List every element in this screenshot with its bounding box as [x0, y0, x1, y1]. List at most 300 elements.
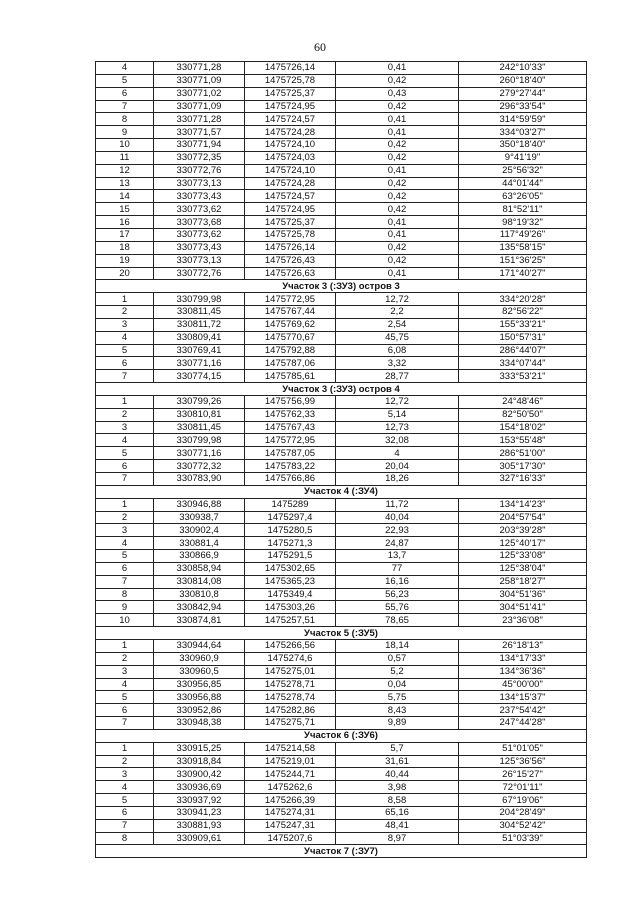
section-title: Участок 3 (:ЗУ3) остров 3: [96, 280, 587, 293]
x-coordinate-cell: 330773,13: [154, 254, 245, 267]
x-coordinate-cell: 330952,86: [154, 704, 245, 717]
direction-angle-cell: 171°40'27": [459, 267, 587, 280]
y-coordinate-cell: 1475275,01: [245, 665, 336, 678]
x-coordinate-cell: 330771,28: [154, 62, 245, 75]
y-coordinate-cell: 1475724,10: [245, 139, 336, 152]
table-row: [96, 113, 587, 126]
direction-angle-cell: 82°56'22": [459, 306, 587, 319]
y-coordinate-cell: 1475247,31: [245, 819, 336, 832]
table-row: [96, 768, 587, 781]
direction-angle-cell: 72°01'11": [459, 781, 587, 794]
table-row: [96, 62, 587, 75]
direction-angle-cell: 304°51'41": [459, 601, 587, 614]
section-title: Участок 5 (:ЗУ5): [96, 627, 587, 640]
y-coordinate-cell: 1475783,22: [245, 460, 336, 473]
direction-angle-cell: 154°18'02": [459, 421, 587, 434]
point-number-cell: 7: [96, 100, 154, 113]
direction-angle-cell: 125°38'04": [459, 562, 587, 575]
distance-cell: 18,14: [336, 639, 459, 652]
section-title: Участок 4 (:ЗУ4): [96, 485, 587, 498]
point-number-cell: 5: [96, 344, 154, 357]
distance-cell: 22,93: [336, 524, 459, 537]
point-number-cell: 1: [96, 639, 154, 652]
table-row: [96, 331, 587, 344]
distance-cell: 31,61: [336, 755, 459, 768]
point-number-cell: 2: [96, 511, 154, 524]
direction-angle-cell: 125°33'08": [459, 550, 587, 563]
y-coordinate-cell: 1475724,28: [245, 177, 336, 190]
point-number-cell: 4: [96, 678, 154, 691]
x-coordinate-cell: 330771,16: [154, 447, 245, 460]
x-coordinate-cell: 330902,4: [154, 524, 245, 537]
distance-cell: 2,54: [336, 318, 459, 331]
direction-angle-cell: 334°07'44": [459, 357, 587, 370]
y-coordinate-cell: 1475772,95: [245, 434, 336, 447]
distance-cell: 2,2: [336, 306, 459, 319]
section-header-row: [96, 280, 587, 293]
y-coordinate-cell: 1475349,4: [245, 588, 336, 601]
x-coordinate-cell: 330773,43: [154, 241, 245, 254]
y-coordinate-cell: 1475725,37: [245, 216, 336, 229]
distance-cell: 18,26: [336, 473, 459, 486]
distance-cell: 12,73: [336, 421, 459, 434]
table-row: [96, 318, 587, 331]
point-number-cell: 4: [96, 537, 154, 550]
x-coordinate-cell: 330771,28: [154, 113, 245, 126]
distance-cell: 3,32: [336, 357, 459, 370]
point-number-cell: 8: [96, 832, 154, 845]
direction-angle-cell: 286°44'07": [459, 344, 587, 357]
table-row: [96, 614, 587, 627]
point-number-cell: 3: [96, 665, 154, 678]
point-number-cell: 1: [96, 742, 154, 755]
x-coordinate-cell: 330811,72: [154, 318, 245, 331]
y-coordinate-cell: 1475725,78: [245, 74, 336, 87]
table-row: [96, 498, 587, 511]
y-coordinate-cell: 1475289: [245, 498, 336, 511]
point-number-cell: 6: [96, 87, 154, 100]
x-coordinate-cell: 330881,4: [154, 537, 245, 550]
table-row: [96, 460, 587, 473]
distance-cell: 12,72: [336, 395, 459, 408]
point-number-cell: 5: [96, 74, 154, 87]
distance-cell: 12,72: [336, 293, 459, 306]
section-header-row: [96, 383, 587, 396]
point-number-cell: 4: [96, 434, 154, 447]
table-row: [96, 254, 587, 267]
direction-angle-cell: 155°33'21": [459, 318, 587, 331]
y-coordinate-cell: 1475266,39: [245, 794, 336, 807]
table-row: [96, 447, 587, 460]
direction-angle-cell: 204°57'54": [459, 511, 587, 524]
direction-angle-cell: 286°51'00": [459, 447, 587, 460]
x-coordinate-cell: 330772,35: [154, 151, 245, 164]
direction-angle-cell: 82°50'50": [459, 408, 587, 421]
point-number-cell: 7: [96, 819, 154, 832]
y-coordinate-cell: 1475274,6: [245, 652, 336, 665]
x-coordinate-cell: 330783,90: [154, 473, 245, 486]
direction-angle-cell: 44°01'44": [459, 177, 587, 190]
table-row: [96, 781, 587, 794]
x-coordinate-cell: 330771,16: [154, 357, 245, 370]
table-row: [96, 537, 587, 550]
table-row: [96, 74, 587, 87]
point-number-cell: 14: [96, 190, 154, 203]
distance-cell: 0,42: [336, 151, 459, 164]
y-coordinate-cell: 1475726,14: [245, 241, 336, 254]
distance-cell: 0,57: [336, 652, 459, 665]
distance-cell: 0,43: [336, 87, 459, 100]
direction-angle-cell: 327°16'33": [459, 473, 587, 486]
point-number-cell: 3: [96, 318, 154, 331]
direction-angle-cell: 51°03'39": [459, 832, 587, 845]
y-coordinate-cell: 1475724,95: [245, 203, 336, 216]
distance-cell: 0,42: [336, 254, 459, 267]
direction-angle-cell: 81°52'11": [459, 203, 587, 216]
direction-angle-cell: 150°57'31": [459, 331, 587, 344]
section-header-row: [96, 729, 587, 742]
y-coordinate-cell: 1475724,10: [245, 164, 336, 177]
distance-cell: 11,72: [336, 498, 459, 511]
distance-cell: 65,16: [336, 806, 459, 819]
direction-angle-cell: 26°15'27": [459, 768, 587, 781]
distance-cell: 13,7: [336, 550, 459, 563]
table-row: [96, 742, 587, 755]
table-row: [96, 639, 587, 652]
direction-angle-cell: 247°44'28": [459, 717, 587, 730]
x-coordinate-cell: 330771,09: [154, 74, 245, 87]
direction-angle-cell: 117°49'26": [459, 228, 587, 241]
distance-cell: 20,04: [336, 460, 459, 473]
direction-angle-cell: 51°01'05": [459, 742, 587, 755]
x-coordinate-cell: 330799,98: [154, 293, 245, 306]
x-coordinate-cell: 330773,13: [154, 177, 245, 190]
y-coordinate-cell: 1475219,01: [245, 755, 336, 768]
point-number-cell: 13: [96, 177, 154, 190]
direction-angle-cell: 279°27'44": [459, 87, 587, 100]
direction-angle-cell: 260°18'40": [459, 74, 587, 87]
direction-angle-cell: 134°14'23": [459, 498, 587, 511]
y-coordinate-cell: 1475262,6: [245, 781, 336, 794]
y-coordinate-cell: 1475726,63: [245, 267, 336, 280]
section-title: Участок 6 (:ЗУ6): [96, 729, 587, 742]
y-coordinate-cell: 1475365,23: [245, 575, 336, 588]
direction-angle-cell: 23°36'08": [459, 614, 587, 627]
distance-cell: 5,2: [336, 665, 459, 678]
x-coordinate-cell: 330799,26: [154, 395, 245, 408]
direction-angle-cell: 134°15'37": [459, 691, 587, 704]
point-number-cell: 6: [96, 460, 154, 473]
point-number-cell: 3: [96, 524, 154, 537]
y-coordinate-cell: 1475785,61: [245, 370, 336, 383]
x-coordinate-cell: 330809,41: [154, 331, 245, 344]
direction-angle-cell: 134°17'33": [459, 652, 587, 665]
distance-cell: 0,42: [336, 190, 459, 203]
x-coordinate-cell: 330842,94: [154, 601, 245, 614]
x-coordinate-cell: 330771,57: [154, 126, 245, 139]
direction-angle-cell: 204°28'49": [459, 806, 587, 819]
direction-angle-cell: 304°51'36": [459, 588, 587, 601]
distance-cell: 9,89: [336, 717, 459, 730]
y-coordinate-cell: 1475278,74: [245, 691, 336, 704]
point-number-cell: 2: [96, 306, 154, 319]
table-row: [96, 395, 587, 408]
direction-angle-cell: 9°41'19": [459, 151, 587, 164]
table-row: [96, 588, 587, 601]
table-row: [96, 601, 587, 614]
x-coordinate-cell: 330948,38: [154, 717, 245, 730]
point-number-cell: 1: [96, 293, 154, 306]
x-coordinate-cell: 330881,93: [154, 819, 245, 832]
page-number: 60: [314, 40, 326, 54]
x-coordinate-cell: 330771,02: [154, 87, 245, 100]
distance-cell: 40,04: [336, 511, 459, 524]
table-row: [96, 832, 587, 845]
y-coordinate-cell: 1475302,65: [245, 562, 336, 575]
x-coordinate-cell: 330944,64: [154, 639, 245, 652]
distance-cell: 0,42: [336, 74, 459, 87]
direction-angle-cell: 314°59'59": [459, 113, 587, 126]
x-coordinate-cell: 330960,9: [154, 652, 245, 665]
distance-cell: 0,41: [336, 267, 459, 280]
y-coordinate-cell: 1475297,4: [245, 511, 336, 524]
table-row: [96, 511, 587, 524]
distance-cell: 0,41: [336, 216, 459, 229]
point-number-cell: 3: [96, 421, 154, 434]
coordinates-table: [95, 61, 587, 858]
direction-angle-cell: 98°19'32": [459, 216, 587, 229]
point-number-cell: 8: [96, 588, 154, 601]
x-coordinate-cell: 330773,43: [154, 190, 245, 203]
table-row: [96, 562, 587, 575]
x-coordinate-cell: 330858,94: [154, 562, 245, 575]
table-row: [96, 806, 587, 819]
distance-cell: 40,44: [336, 768, 459, 781]
table-row: [96, 344, 587, 357]
point-number-cell: 2: [96, 755, 154, 768]
table-row: [96, 652, 587, 665]
x-coordinate-cell: 330771,09: [154, 100, 245, 113]
point-number-cell: 5: [96, 691, 154, 704]
table-row: [96, 306, 587, 319]
x-coordinate-cell: 330874,81: [154, 614, 245, 627]
table-row: [96, 216, 587, 229]
x-coordinate-cell: 330772,32: [154, 460, 245, 473]
direction-angle-cell: 258°18'27": [459, 575, 587, 588]
x-coordinate-cell: 330773,68: [154, 216, 245, 229]
y-coordinate-cell: 1475726,14: [245, 62, 336, 75]
x-coordinate-cell: 330956,85: [154, 678, 245, 691]
distance-cell: 45,75: [336, 331, 459, 344]
point-number-cell: 1: [96, 395, 154, 408]
direction-angle-cell: 242°10'33": [459, 62, 587, 75]
distance-cell: 5,7: [336, 742, 459, 755]
point-number-cell: 7: [96, 717, 154, 730]
distance-cell: 77: [336, 562, 459, 575]
direction-angle-cell: 135°58'15": [459, 241, 587, 254]
direction-angle-cell: 63°26'05": [459, 190, 587, 203]
x-coordinate-cell: 330866,9: [154, 550, 245, 563]
direction-angle-cell: 203°39'28": [459, 524, 587, 537]
distance-cell: 8,97: [336, 832, 459, 845]
point-number-cell: 10: [96, 614, 154, 627]
direction-angle-cell: 305°17'30": [459, 460, 587, 473]
point-number-cell: 4: [96, 331, 154, 344]
point-number-cell: 5: [96, 447, 154, 460]
point-number-cell: 2: [96, 408, 154, 421]
direction-angle-cell: 333°53'21": [459, 370, 587, 383]
x-coordinate-cell: 330936,69: [154, 781, 245, 794]
table-row: [96, 357, 587, 370]
distance-cell: 78,65: [336, 614, 459, 627]
point-number-cell: 12: [96, 164, 154, 177]
point-number-cell: 16: [96, 216, 154, 229]
x-coordinate-cell: 330773,62: [154, 228, 245, 241]
table-row: [96, 575, 587, 588]
point-number-cell: 19: [96, 254, 154, 267]
x-coordinate-cell: 330909,61: [154, 832, 245, 845]
distance-cell: 0,04: [336, 678, 459, 691]
table-row: [96, 164, 587, 177]
direction-angle-cell: 153°55'48": [459, 434, 587, 447]
table-row: [96, 678, 587, 691]
table-row: [96, 717, 587, 730]
x-coordinate-cell: 330915,25: [154, 742, 245, 755]
point-number-cell: 10: [96, 139, 154, 152]
table-row: [96, 421, 587, 434]
table-row: [96, 794, 587, 807]
distance-cell: 28,77: [336, 370, 459, 383]
table-row: [96, 126, 587, 139]
table-row: [96, 87, 587, 100]
section-header-row: [96, 627, 587, 640]
direction-angle-cell: 134°36'36": [459, 665, 587, 678]
x-coordinate-cell: 330900,42: [154, 768, 245, 781]
table-row: [96, 704, 587, 717]
y-coordinate-cell: 1475769,62: [245, 318, 336, 331]
x-coordinate-cell: 330811,45: [154, 421, 245, 434]
direction-angle-cell: 350°18'40": [459, 139, 587, 152]
section-title: Участок 3 (:ЗУ3) остров 4: [96, 383, 587, 396]
distance-cell: 0,42: [336, 100, 459, 113]
table-row: [96, 293, 587, 306]
table-row: [96, 203, 587, 216]
y-coordinate-cell: 1475266,56: [245, 639, 336, 652]
distance-cell: 24,87: [336, 537, 459, 550]
point-number-cell: 7: [96, 473, 154, 486]
y-coordinate-cell: 1475271,3: [245, 537, 336, 550]
x-coordinate-cell: 330960,5: [154, 665, 245, 678]
y-coordinate-cell: 1475291,5: [245, 550, 336, 563]
point-number-cell: 8: [96, 113, 154, 126]
table-row: [96, 691, 587, 704]
point-number-cell: 11: [96, 151, 154, 164]
y-coordinate-cell: 1475214,58: [245, 742, 336, 755]
distance-cell: 0,41: [336, 126, 459, 139]
y-coordinate-cell: 1475725,78: [245, 228, 336, 241]
distance-cell: 0,42: [336, 203, 459, 216]
y-coordinate-cell: 1475766,86: [245, 473, 336, 486]
direction-angle-cell: 334°20'28": [459, 293, 587, 306]
x-coordinate-cell: 330918,84: [154, 755, 245, 768]
distance-cell: 0,41: [336, 62, 459, 75]
distance-cell: 0,41: [336, 164, 459, 177]
direction-angle-cell: 26°18'13": [459, 639, 587, 652]
y-coordinate-cell: 1475724,57: [245, 190, 336, 203]
y-coordinate-cell: 1475303,26: [245, 601, 336, 614]
y-coordinate-cell: 1475762,33: [245, 408, 336, 421]
y-coordinate-cell: 1475207,6: [245, 832, 336, 845]
direction-angle-cell: 24°48'46": [459, 395, 587, 408]
point-number-cell: 4: [96, 781, 154, 794]
y-coordinate-cell: 1475726,43: [245, 254, 336, 267]
distance-cell: 0,42: [336, 139, 459, 152]
y-coordinate-cell: 1475274,31: [245, 806, 336, 819]
coordinates-table-body: [96, 62, 587, 858]
point-number-cell: 3: [96, 768, 154, 781]
point-number-cell: 17: [96, 228, 154, 241]
x-coordinate-cell: 330772,76: [154, 267, 245, 280]
table-row: [96, 550, 587, 563]
x-coordinate-cell: 330774,15: [154, 370, 245, 383]
distance-cell: 5,75: [336, 691, 459, 704]
x-coordinate-cell: 330773,62: [154, 203, 245, 216]
y-coordinate-cell: 1475787,06: [245, 357, 336, 370]
y-coordinate-cell: 1475772,95: [245, 293, 336, 306]
table-row: [96, 267, 587, 280]
table-row: [96, 524, 587, 537]
x-coordinate-cell: 330799,98: [154, 434, 245, 447]
table-row: [96, 665, 587, 678]
y-coordinate-cell: 1475767,43: [245, 421, 336, 434]
direction-angle-cell: 151°36'25": [459, 254, 587, 267]
y-coordinate-cell: 1475257,51: [245, 614, 336, 627]
y-coordinate-cell: 1475724,28: [245, 126, 336, 139]
y-coordinate-cell: 1475244,71: [245, 768, 336, 781]
y-coordinate-cell: 1475725,37: [245, 87, 336, 100]
direction-angle-cell: 67°19'06": [459, 794, 587, 807]
point-number-cell: 7: [96, 575, 154, 588]
point-number-cell: 9: [96, 126, 154, 139]
distance-cell: 3,98: [336, 781, 459, 794]
direction-angle-cell: 45°00'00": [459, 678, 587, 691]
point-number-cell: 9: [96, 601, 154, 614]
distance-cell: 6,08: [336, 344, 459, 357]
table-row: [96, 370, 587, 383]
x-coordinate-cell: 330814,08: [154, 575, 245, 588]
x-coordinate-cell: 330946,88: [154, 498, 245, 511]
point-number-cell: 5: [96, 550, 154, 563]
point-number-cell: 6: [96, 357, 154, 370]
point-number-cell: 20: [96, 267, 154, 280]
direction-angle-cell: 125°36'56": [459, 755, 587, 768]
distance-cell: 5,14: [336, 408, 459, 421]
distance-cell: 55,76: [336, 601, 459, 614]
point-number-cell: 7: [96, 370, 154, 383]
section-title: Участок 7 (:ЗУ7): [96, 845, 587, 858]
point-number-cell: 2: [96, 652, 154, 665]
distance-cell: 4: [336, 447, 459, 460]
table-row: [96, 139, 587, 152]
direction-angle-cell: 296°33'54": [459, 100, 587, 113]
x-coordinate-cell: 330941,23: [154, 806, 245, 819]
x-coordinate-cell: 330937,92: [154, 794, 245, 807]
y-coordinate-cell: 1475724,57: [245, 113, 336, 126]
point-number-cell: 6: [96, 806, 154, 819]
table-row: [96, 190, 587, 203]
distance-cell: 0,41: [336, 113, 459, 126]
direction-angle-cell: 25°56'32": [459, 164, 587, 177]
